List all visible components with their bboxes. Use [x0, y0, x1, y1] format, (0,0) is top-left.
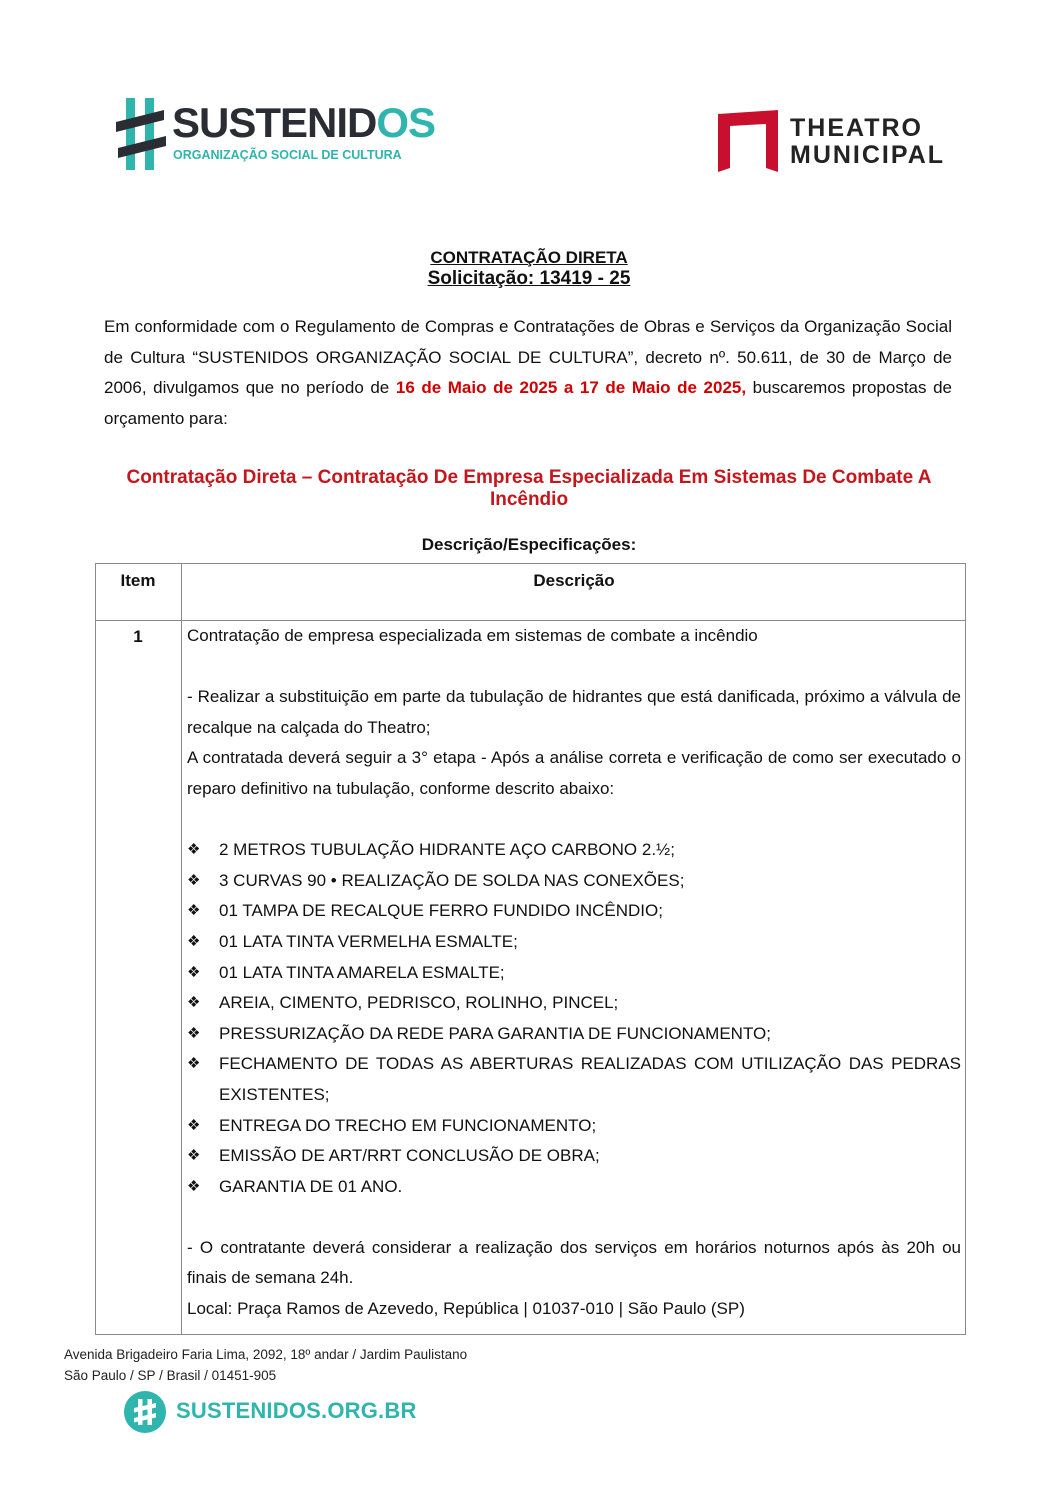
diamond-bullet-icon: ❖	[187, 841, 201, 859]
address-line: São Paulo / SP / Brasil / 01451-905	[64, 1368, 277, 1383]
list-item	[187, 1141, 961, 1172]
website-link[interactable]: SUSTENIDOS.ORG.BR	[176, 1398, 417, 1423]
row-description	[187, 621, 961, 1325]
sustenidos-logo	[116, 96, 436, 172]
list-item-text: 2 METROS TUBULAÇÃO HIDRANTE AÇO CARBONO 2.½;	[219, 840, 675, 860]
list-item-text: 3 CURVAS 90 • REALIZAÇÃO DE SOLDA NAS CONEXÕES;	[219, 870, 685, 890]
column-header-description: Descrição	[533, 571, 615, 590]
list-item-text: 01 LATA TINTA AMARELA ESMALTE;	[219, 962, 505, 982]
diamond-bullet-icon: ❖	[187, 902, 201, 920]
sustenidos-logo-text: SUSTENIDOS	[172, 99, 436, 146]
theatro-municipal-logo	[716, 110, 956, 174]
diamond-bullet-icon: ❖	[187, 963, 201, 981]
theatre-logo-line1: THEATRO	[790, 114, 923, 142]
footer-website-logo	[124, 1391, 417, 1435]
location-line: Local: Praça Ramos de Azevedo, República | 01037-010 | São Paulo (SP)	[187, 1299, 745, 1319]
hashtag-logo-icon	[116, 96, 166, 172]
diamond-bullet-icon: ❖	[187, 1177, 201, 1195]
list-item	[187, 1049, 961, 1110]
diamond-bullet-icon: ❖	[187, 1055, 201, 1073]
sustenidos-logo-subtitle: ORGANIZAÇÃO SOCIAL DE CULTURA	[173, 148, 402, 162]
period-highlight: 16 de Maio de 2025 a 17 de Maio de 2025,	[395, 378, 747, 397]
description-paragraph: - O contratante deverá considerar a realização dos serviços em horários noturnos após às 20h ou finais de semana 24h.	[187, 1237, 961, 1288]
specifications-label: Descrição/Especificações:	[421, 535, 637, 554]
materials-list	[187, 835, 961, 1202]
hashtag-icon	[124, 1391, 166, 1433]
list-item-text: GARANTIA DE 01 ANO.	[219, 1176, 403, 1196]
diamond-bullet-icon: ❖	[187, 871, 201, 889]
list-item-text: 01 TAMPA DE RECALQUE FERRO FUNDIDO INCÊNDIO;	[219, 901, 663, 921]
list-item	[187, 1172, 961, 1203]
list-item-text: EMISSÃO DE ART/RRT CONCLUSÃO DE OBRA;	[219, 1146, 600, 1166]
table-column-divider	[181, 563, 182, 1335]
list-item-text: FECHAMENTO DE TODAS AS ABERTURAS REALIZADAS COM UTILIZAÇÃO DAS PEDRAS EXISTENTES;	[219, 1054, 961, 1104]
list-item	[187, 958, 961, 989]
row-item-number: 1	[133, 627, 143, 646]
description-line: Contratação de empresa especializada em sistemas de combate a incêndio	[187, 626, 758, 645]
description-paragraph: - Realizar a substituição em parte da tubulação de hidrantes que está danificada, próximo a válvula de recalque na calçada do Theatro;	[187, 687, 961, 737]
theatre-arch-icon	[716, 110, 780, 174]
diamond-bullet-icon: ❖	[187, 932, 201, 950]
footer-logo-circle	[124, 1391, 166, 1433]
diamond-bullet-icon: ❖	[187, 994, 201, 1012]
description-paragraph: A contratada deverá seguir a 3° etapa - Após a análise correta e verificação de como ser executado o reparo definitivo na tubulação, conforme descrito abaixo:	[187, 748, 961, 798]
column-header-item: Item	[120, 571, 156, 590]
request-number: Solicitação: 13419 - 25	[427, 268, 631, 289]
list-item	[187, 1019, 961, 1050]
list-item	[187, 988, 961, 1019]
document-title: CONTRATAÇÃO DIRETA	[430, 248, 628, 267]
diamond-bullet-icon: ❖	[187, 1116, 201, 1134]
list-item	[187, 835, 961, 866]
address-line: Avenida Brigadeiro Faria Lima, 2092, 18º andar / Jardim Paulistano	[64, 1347, 468, 1362]
list-item	[187, 927, 961, 958]
list-item-text: 01 LATA TINTA VERMELHA ESMALTE;	[219, 931, 518, 951]
list-item-text: AREIA, CIMENTO, PEDRISCO, ROLINHO, PINCEL;	[219, 993, 619, 1013]
subject-heading: Contratação Direta – Contratação De Empresa Especializada Em Sistemas De Combate A Incêndio	[126, 467, 932, 510]
list-item-text: ENTREGA DO TRECHO EM FUNCIONAMENTO;	[219, 1115, 597, 1135]
list-item	[187, 1111, 961, 1142]
list-item	[187, 896, 961, 927]
list-item	[187, 866, 961, 897]
theatre-logo-line2: MUNICIPAL	[790, 141, 946, 169]
list-item-text: PRESSURIZAÇÃO DA REDE PARA GARANTIA DE FUNCIONAMENTO;	[219, 1023, 771, 1043]
intro-paragraph: Em conformidade com o Regulamento de Compras e Contratações de Obras e Serviços da Organização Social de Cultura “SUSTENIDOS ORGANIZAÇÃO SOCIAL DE CULTURA”, decreto nº. 50.611, de 30 de Março de 2006, divulgamos que no período de 16 de Maio de 2025 a 17 de Maio de 2025, buscaremos propostas de orçamento para:	[104, 317, 952, 428]
diamond-bullet-icon: ❖	[187, 1147, 201, 1165]
footer-address	[64, 1344, 467, 1386]
diamond-bullet-icon: ❖	[187, 1024, 201, 1042]
